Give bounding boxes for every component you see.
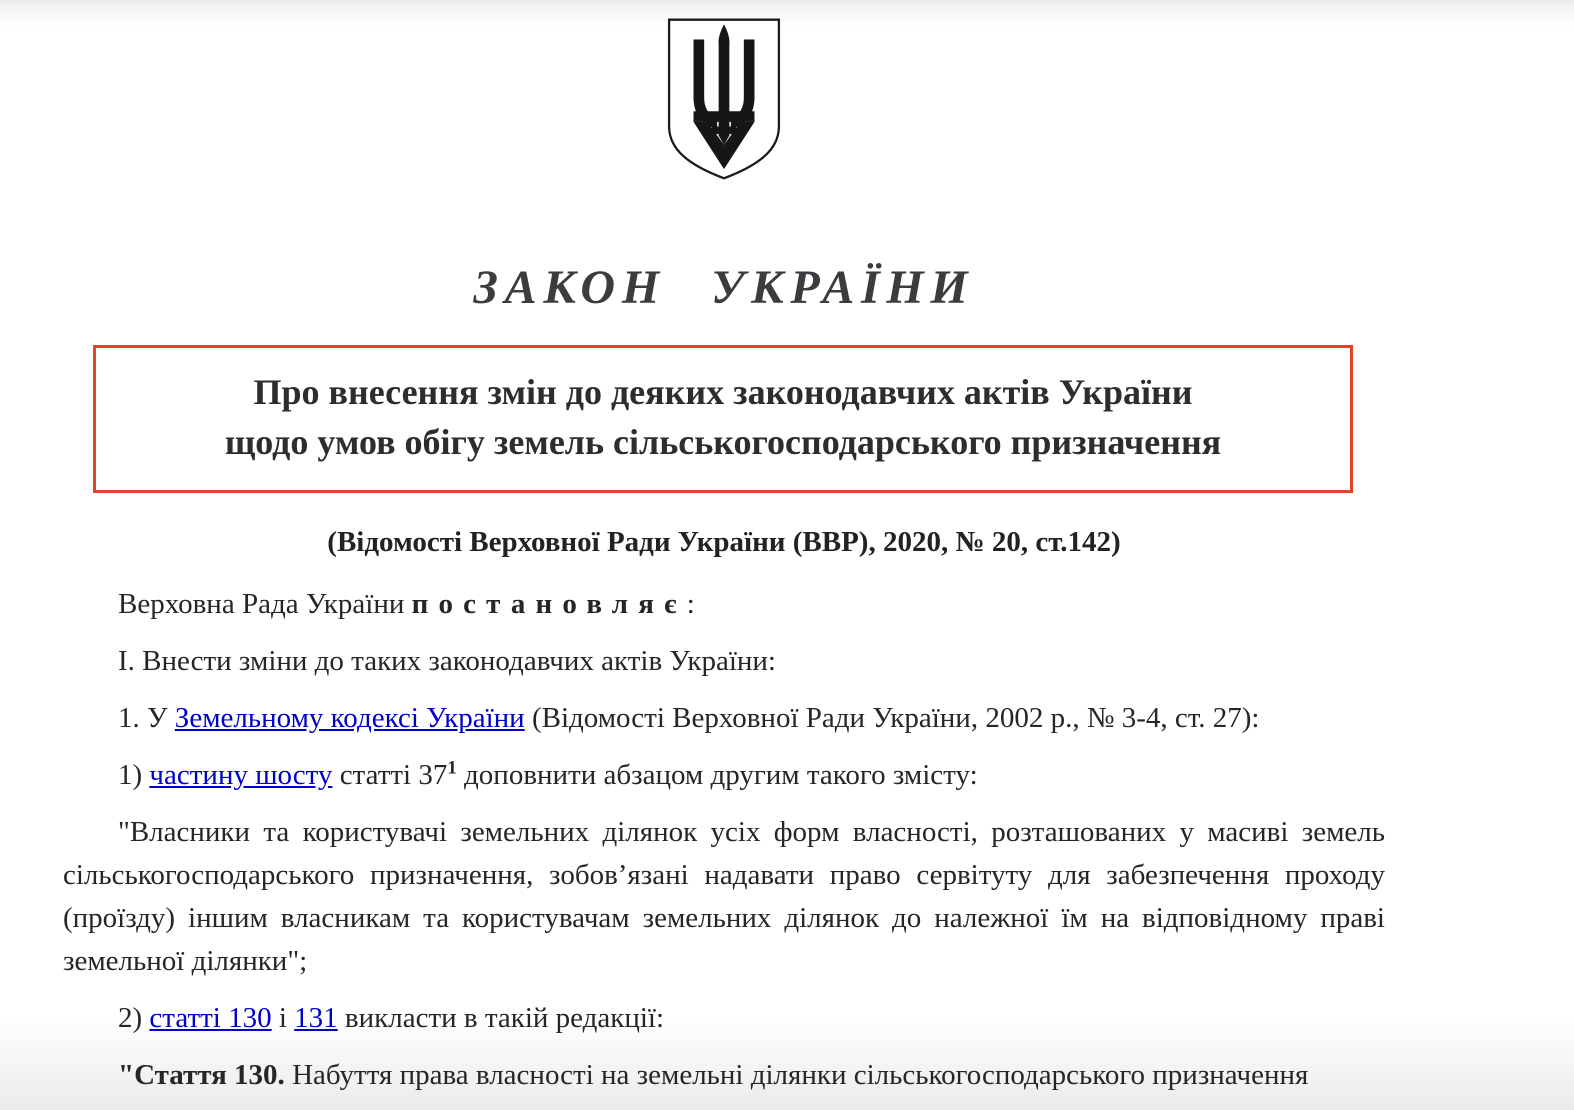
law-title-highlight-box xyxy=(93,345,1353,493)
enactment-colon: : xyxy=(686,588,695,620)
item-1-prefix: 1. У xyxy=(118,702,175,734)
article-130-paragraph xyxy=(63,1054,1385,1097)
subitem-2-suffix: викласти в такій редакції: xyxy=(337,1002,665,1034)
ukraine-trident-icon xyxy=(663,15,785,183)
item-1-paragraph xyxy=(63,697,1385,740)
article-131-link[interactable]: 131 xyxy=(294,1002,338,1034)
article-37-superscript: 1 xyxy=(447,757,457,779)
quoted-provision-paragraph: "Власники та користувачі земельних ділянок усіх форм власності, розташованих у масиві земель сільськогосподарського призначення, зобов’язані надавати право сервітуту для забезпечення проходу (проїзду) іншим власникам та користувачам земельних ділянок до належної їм на відповідному праві земельної ділянки"; xyxy=(63,816,1385,977)
subitem-1-prefix: 1) xyxy=(118,759,150,791)
enactment-paragraph xyxy=(63,583,1385,626)
gazette-reference: (Відомості Верховної Ради України (ВВР), 2020, № 20, ст.142) xyxy=(327,526,1121,558)
item-1-suffix: (Відомості Верховної Ради України, 2002 р., № 3-4, ст. 27): xyxy=(524,702,1260,734)
article-130-lead: "Стаття 130. xyxy=(118,1059,285,1091)
subitem-1-middle: статті 37 xyxy=(332,759,448,791)
subitem-2-middle: і xyxy=(271,1002,295,1034)
law-title-line-1: Про внесення змін до деяких законодавчих актів України xyxy=(253,372,1193,412)
law-title-line-2: щодо умов обігу земель сільськогосподарського призначення xyxy=(224,422,1222,462)
subitem-1-suffix: доповнити абзацом другим такого змісту: xyxy=(456,759,978,791)
enactment-verb: постановляє xyxy=(411,588,687,620)
article-130-link[interactable]: статті 130 xyxy=(149,1002,272,1034)
document-type-heading: ЗАКОН УКРАЇНИ xyxy=(473,261,975,314)
subitem-1-paragraph xyxy=(63,754,1385,797)
land-code-link[interactable]: Земельному кодексі України xyxy=(174,702,525,734)
article-130-text: Набуття права власності на земельні ділянки сільськогосподарського призначення xyxy=(284,1059,1309,1091)
coat-of-arms xyxy=(663,15,785,188)
document-content xyxy=(63,0,1385,1097)
subitem-2-paragraph xyxy=(63,997,1385,1040)
section-intro-paragraph: І. Внести зміни до таких законодавчих актів України: xyxy=(118,645,776,677)
part-six-link[interactable]: частину шосту xyxy=(149,759,333,791)
law-title xyxy=(126,367,1320,467)
subitem-2-prefix: 2) xyxy=(118,1002,150,1034)
enactment-prefix: Верховна Рада України xyxy=(118,588,412,620)
